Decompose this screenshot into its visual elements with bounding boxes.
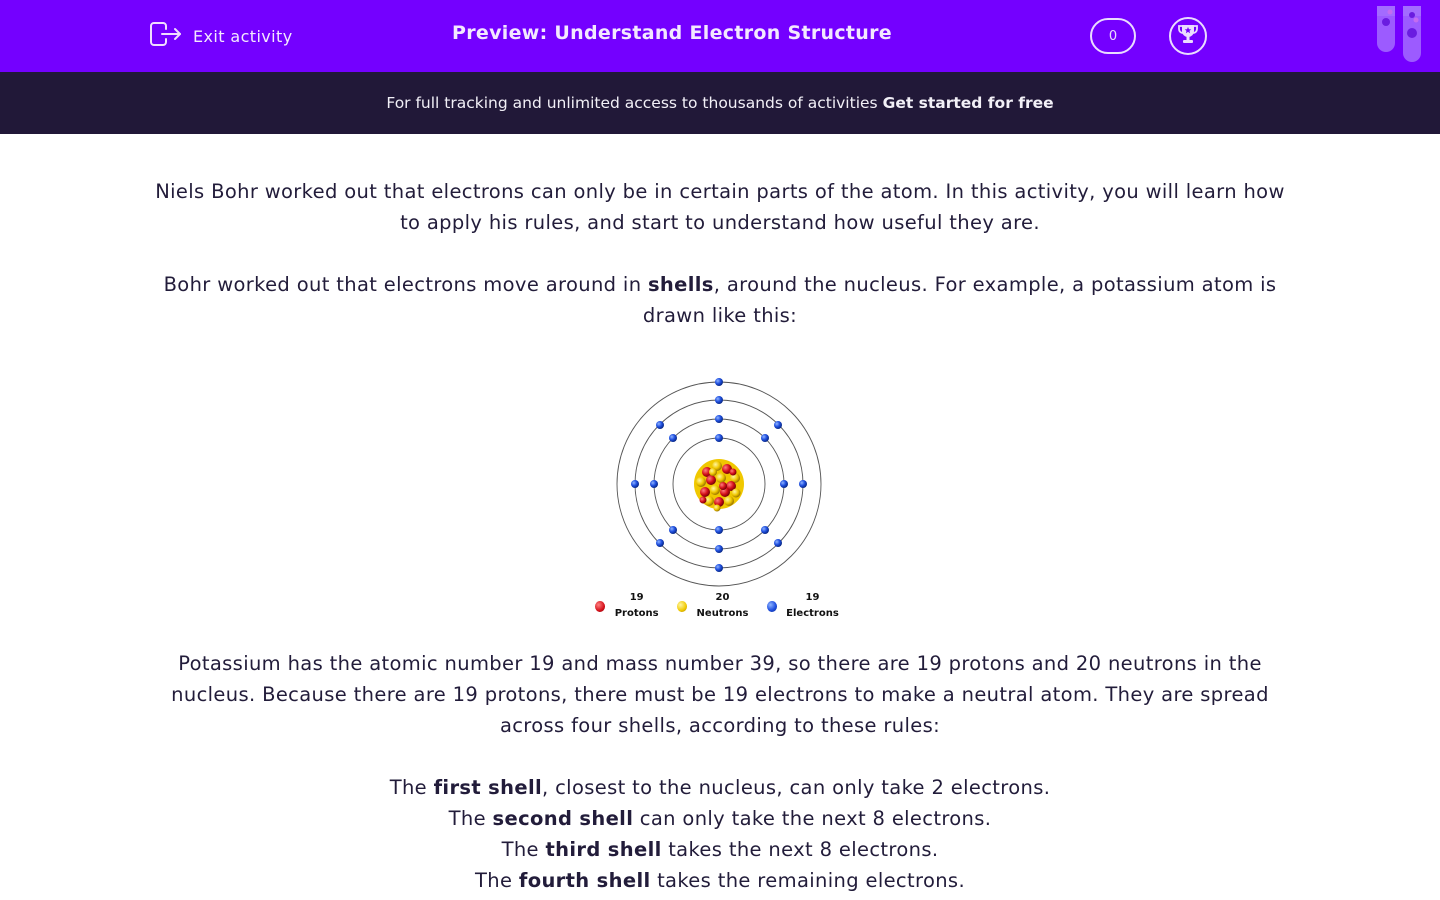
legend-electrons: 19 Electrons xyxy=(767,598,845,614)
get-started-link[interactable]: Get started for free xyxy=(882,94,1054,112)
signup-banner xyxy=(0,72,1440,134)
score-badge: 0 xyxy=(1090,18,1136,54)
rule-first-shell: The first shell, closest to the nucleus, can only take 2 electrons. xyxy=(389,776,1051,799)
trophy-button[interactable] xyxy=(1169,17,1207,55)
legend-protons: 19 Protons xyxy=(595,598,665,614)
activity-content xyxy=(150,176,1290,896)
page-title: Preview: Understand Electron Structure xyxy=(452,22,892,44)
rule-third-shell: The third shell takes the next 8 electrons. xyxy=(501,838,939,861)
top-header xyxy=(0,0,1440,72)
test-tubes-logo xyxy=(1372,4,1432,66)
rule-fourth-shell: The fourth shell takes the remaining electrons. xyxy=(474,869,965,892)
legend-neutrons: 20 Neutrons xyxy=(677,598,755,614)
shell-rules-list xyxy=(150,772,1290,896)
exit-activity-label: Exit activity xyxy=(193,26,293,46)
rule-second-shell: The second shell can only take the next 8 electrons. xyxy=(448,807,992,830)
banner-text: For full tracking and unlimited access to thousands of activities xyxy=(386,94,878,112)
exit-activity-button[interactable] xyxy=(149,20,293,52)
intro-paragraph: Niels Bohr worked out that electrons can only be in certain parts of the atom. In this activity, you will learn how to apply his rules, and start to understand how useful they are. xyxy=(155,180,1285,234)
exit-icon xyxy=(149,19,183,53)
diagram-legend xyxy=(595,592,845,619)
trophy-icon xyxy=(1176,22,1200,50)
potassium-atom-diagram xyxy=(595,362,845,619)
shells-paragraph: Bohr worked out that electrons move around in shells, around the nucleus. For example, a potassium atom is drawn like this: xyxy=(163,273,1277,327)
bohr-model-image xyxy=(595,362,845,594)
potassium-paragraph: Potassium has the atomic number 19 and mass number 39, so there are 19 protons and 20 neutrons in the nucleus. Because there are 19 protons, there must be 19 electrons to make a neutral atom. They are spread across four shells, according to these rules: xyxy=(171,652,1269,737)
